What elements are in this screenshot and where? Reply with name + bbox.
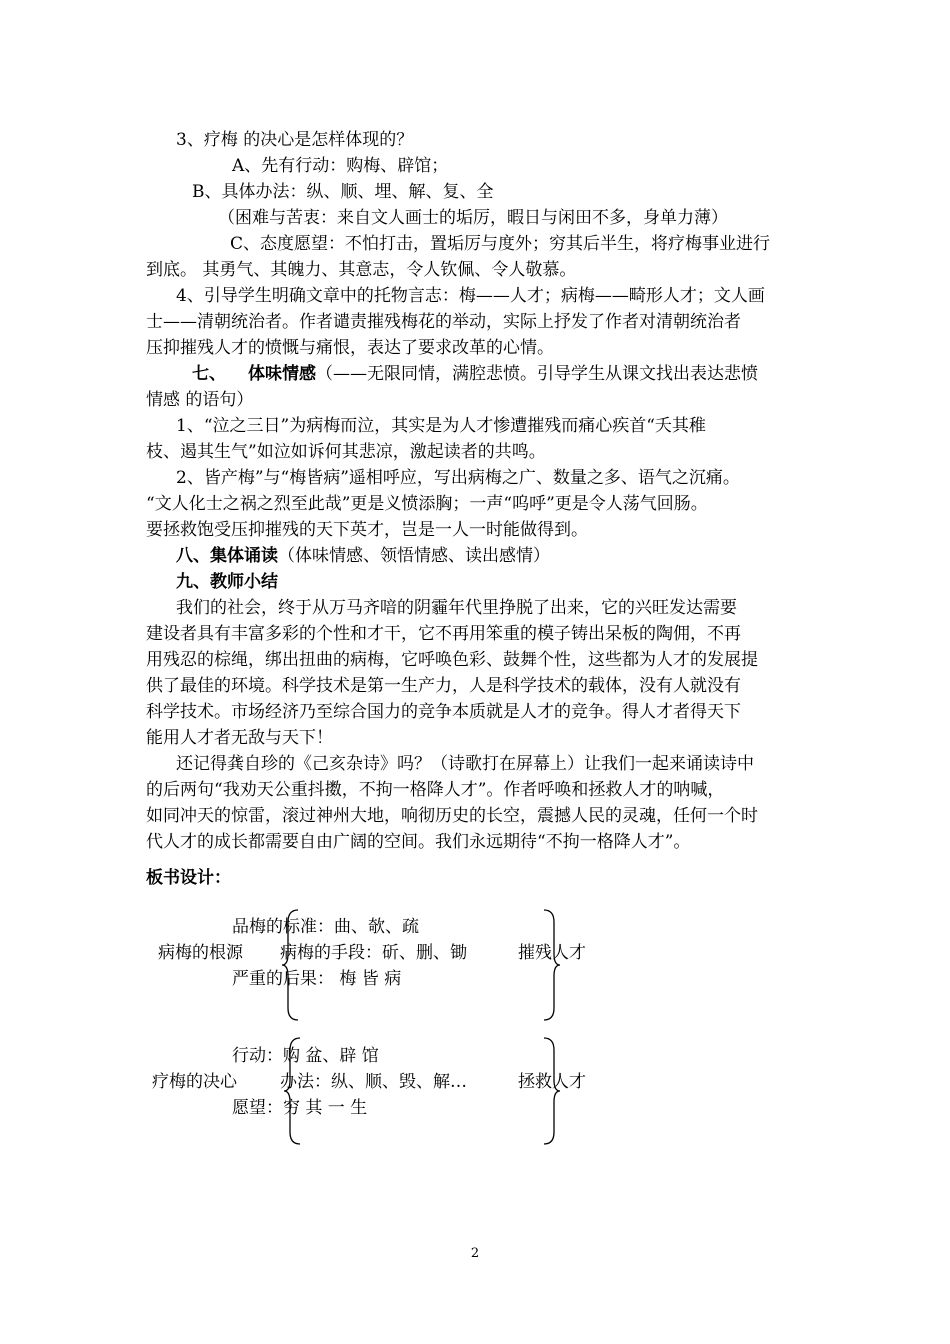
q3-item-c-line2: 到底。 其勇气、其魄力、其意志，令人钦佩、令人敬慕。 (146, 260, 577, 280)
q4-line1: 4、引导学生明确文章中的托物言志：梅——人才；病梅——畸形人才；文人画 (176, 286, 765, 306)
section9-title: 九、教师小结 (176, 572, 278, 592)
section7-number: 七、 (192, 364, 226, 384)
page-number: 2 (470, 1246, 480, 1261)
board-g1-right-brace (540, 908, 562, 1022)
board-g2-left-brace (282, 1036, 304, 1146)
section7-p1-line1: 1、“泣之三日”为病梅而泣，其实是为人才惨遭摧残而痛心疾首“夭其稚 (176, 416, 706, 436)
board-design-title: 板书设计： (146, 868, 231, 888)
q3-item-b: B、具体办法：纵、顺、埋、解、复、全 (192, 182, 494, 202)
board-g2-item1: 行动：购 盆、辟 馆 (232, 1046, 379, 1066)
section7-p1-line2: 枝、遏其生气”如泣如诉何其悲凉，激起读者的共鸣。 (146, 442, 546, 462)
section7-intro: （——无限同情，满腔悲愤。引导学生从课文找出表达悲愤 (316, 364, 758, 384)
section8-heading-line (176, 543, 550, 569)
section9-p2-line2: 的后两句“我劝天公重抖擞，不拘一格降人才”。作者呼唤和拯救人才的呐喊， (146, 780, 725, 800)
section7-title: 体味情感 (248, 364, 316, 384)
q3-note: （困难与苦衷：来自文人画士的垢厉，暇日与闲田不多，身单力薄） (218, 208, 728, 228)
q3-item-c-line1: C、态度愿望：不怕打击，置垢厉与度外；穷其后半生，将疗梅事业进行 (230, 234, 771, 254)
section9-p1-line2: 建设者具有丰富多彩的个性和才干，它不再用笨重的模子铸出呆板的陶佣，不再 (146, 624, 741, 644)
board-g2-item3: 愿望：穷 其 一 生 (232, 1098, 368, 1118)
section7-heading-line (192, 361, 758, 387)
section9-p1-line6: 能用人才者无敌与天下！ (146, 728, 333, 748)
section8-note: （体味情感、领悟情感、读出感情） (278, 546, 550, 566)
section9-p2-line4: 代人才的成长都需要自由广阔的空间。我们永远期待“不拘一格降人才”。 (146, 832, 691, 852)
section9-p1-line1: 我们的社会，终于从万马齐喑的阴霾年代里挣脱了出来，它的兴旺发达需要 (176, 598, 737, 618)
q3-item-a: A、先有行动：购梅、辟馆； (232, 156, 449, 176)
board-g2-left-label: 疗梅的决心 (152, 1072, 237, 1092)
section9-p2-line1: 还记得龚自珍的《己亥杂诗》吗？（诗歌打在屏幕上）让我们一起来诵读诗中 (176, 754, 754, 774)
q4-line2: 士——清朝统治者。作者谴责摧残梅花的举动，实际上抒发了作者对清朝统治者 (146, 312, 741, 332)
board-g1-left-brace (280, 908, 302, 1022)
section7-intro-line2: 情感 的语句） (146, 390, 254, 410)
section7-p2-line3: 要拯救饱受压抑摧残的天下英才，岂是一人一时能做得到。 (146, 520, 588, 540)
section7-p2-line2: “文人化士之祸之烈至此哉”更是义愤添胸；一声“呜呼”更是令人荡气回肠。 (146, 494, 708, 514)
board-g1-item1: 品梅的标准：曲、欹、疏 (232, 917, 419, 937)
section7-p2-line1: 2、皆产梅”与“梅皆病”遥相呼应，写出病梅之广、数量之多、语气之沉痛。 (176, 468, 740, 488)
board-g2-item2: 办法：纵、顺、毁、解… (280, 1072, 467, 1092)
section9-p2-line3: 如同冲天的惊雷，滚过神州大地，响彻历史的长空，震撼人民的灵魂，任何一个时 (146, 806, 758, 826)
board-g1-item3: 严重的后果： 梅 皆 病 (232, 969, 402, 989)
section9-p1-line3: 用残忍的棕绳，绑出扭曲的病梅，它呼唤色彩、鼓舞个性，这些都为人才的发展提 (146, 650, 758, 670)
board-g2-right-label: 拯救人才 (518, 1072, 586, 1092)
board-g1-item2: 病梅的手段：斫、删、锄 (280, 943, 467, 963)
board-g2-right-brace (540, 1036, 562, 1146)
q3-heading: 3、疗梅 的决心是怎样体现的？ (176, 130, 414, 150)
section8-title: 八、集体诵读 (176, 546, 278, 566)
q4-line3: 压抑摧残人才的愤慨与痛恨，表达了要求改革的心情。 (146, 338, 554, 358)
board-g1-left-label: 病梅的根源 (158, 943, 243, 963)
section9-p1-line5: 科学技术。市场经济乃至综合国力的竞争本质就是人才的竞争。得人才者得天下 (146, 702, 741, 722)
section9-p1-line4: 供了最佳的环境。科学技术是第一生产力，人是科学技术的载体，没有人就没有 (146, 676, 741, 696)
board-g1-right-label: 摧残人才 (518, 943, 586, 963)
